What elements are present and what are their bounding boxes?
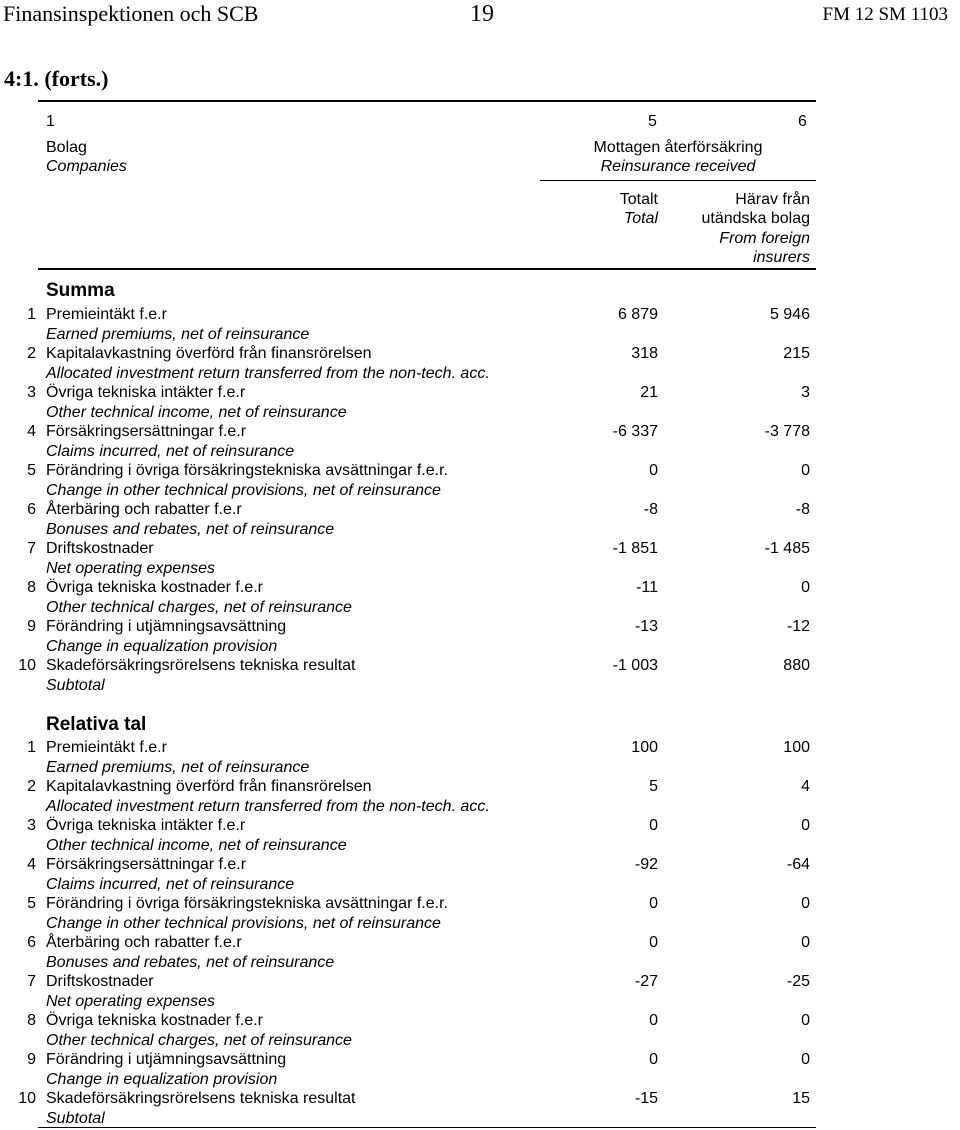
total-label-en: Total [623, 210, 658, 227]
value-total: 0 [649, 934, 658, 951]
row-label-en: Bonuses and rebates, net of reinsurance [46, 521, 335, 538]
value-total: -27 [634, 973, 658, 990]
value-total: 0 [649, 1051, 658, 1068]
table-row [0, 777, 960, 816]
value-total: -13 [634, 618, 658, 635]
row-label-sv: Driftskostnader [46, 540, 154, 557]
publisher-header: Finansinspektionen och SCB [3, 1, 259, 26]
value-foreign: 215 [783, 345, 810, 362]
table-bottom-rule [38, 1127, 816, 1128]
total-label-sv: Totalt [619, 191, 658, 208]
row-label-sv: Övriga tekniska kostnader f.e.r [46, 1012, 263, 1029]
value-foreign: -12 [786, 618, 810, 635]
row-number: 9 [27, 1051, 36, 1068]
table-row [0, 578, 960, 617]
value-total: 100 [631, 739, 658, 756]
row-number: 1 [27, 739, 36, 756]
value-total: -11 [636, 579, 658, 596]
table-row [0, 1089, 960, 1128]
row-label-sv: Övriga tekniska kostnader f.e.r [46, 579, 263, 596]
table-row [0, 1011, 960, 1050]
row-number: 10 [18, 657, 36, 674]
foreign-label-en-2: insurers [753, 249, 810, 266]
value-foreign: -3 778 [764, 423, 810, 440]
row-label-en: Other technical income, net of reinsurance [46, 404, 347, 421]
value-total: 0 [649, 1012, 658, 1029]
row-label-en: Other technical income, net of reinsurance [46, 837, 347, 854]
col-number-5: 5 [648, 113, 657, 130]
table-row [0, 855, 960, 894]
row-number: 6 [27, 501, 36, 518]
row-label-en: Bonuses and rebates, net of reinsurance [46, 954, 335, 971]
value-foreign: 15 [792, 1090, 810, 1107]
row-label-sv: Kapitalavkastning överförd från finansrörelsen [46, 778, 372, 795]
row-label-en: Change in other technical provisions, net of reinsurance [46, 482, 441, 499]
company-label-sv: Bolag [46, 139, 87, 156]
report-code: FM 12 SM 1103 [822, 4, 948, 25]
row-number: 7 [27, 540, 36, 557]
row-label-en: Claims incurred, net of reinsurance [46, 876, 295, 893]
value-foreign: 0 [801, 1051, 810, 1068]
table-row [0, 933, 960, 972]
row-label-sv: Förändring i övriga försäkringstekniska avsättningar f.e.r. [46, 462, 448, 479]
row-label-en: Other technical charges, net of reinsurance [46, 599, 352, 616]
value-foreign: 4 [801, 778, 810, 795]
header-bottom-rule [38, 268, 816, 270]
row-label-en: Net operating expenses [46, 993, 215, 1010]
value-foreign: 5 946 [769, 306, 810, 323]
col-number-1: 1 [46, 113, 55, 130]
row-label-sv: Återbäring och rabatter f.e.r [46, 934, 242, 951]
value-foreign: 100 [783, 739, 810, 756]
value-foreign: -8 [795, 501, 810, 518]
row-label-en: Change in equalization provision [46, 638, 278, 655]
row-label-sv: Försäkringsersättningar f.e.r [46, 856, 247, 873]
row-label-sv: Driftskostnader [46, 973, 154, 990]
table-row [0, 617, 960, 656]
row-label-sv: Förändring i övriga försäkringstekniska avsättningar f.e.r. [46, 895, 448, 912]
value-total: -1 851 [612, 540, 658, 557]
row-label-en: Allocated investment return transferred from the non-tech. acc. [46, 365, 490, 382]
table-title: 4:1. (forts.) [4, 66, 109, 91]
value-foreign: 0 [801, 1012, 810, 1029]
value-total: -15 [634, 1090, 658, 1107]
row-number: 4 [27, 423, 36, 440]
value-total: -6 337 [612, 423, 658, 440]
table-row [0, 383, 960, 422]
row-number: 10 [18, 1090, 36, 1107]
row-label-sv: Kapitalavkastning överförd från finansrörelsen [46, 345, 372, 362]
row-number: 2 [27, 778, 36, 795]
table-row [0, 500, 960, 539]
row-number: 1 [27, 306, 36, 323]
row-label-sv: Premieintäkt f.e.r [46, 306, 167, 323]
row-label-sv: Skadeförsäkringsrörelsens tekniska resultat [46, 657, 356, 674]
value-total: 21 [640, 384, 658, 401]
row-number: 5 [27, 462, 36, 479]
value-total: -92 [634, 856, 658, 873]
row-label-sv: Premieintäkt f.e.r [46, 739, 167, 756]
value-total: -8 [643, 501, 658, 518]
table-row [0, 344, 960, 383]
row-label-en: Net operating expenses [46, 560, 215, 577]
row-number: 3 [27, 384, 36, 401]
row-number: 5 [27, 895, 36, 912]
table-row [0, 894, 960, 933]
table-row [0, 1050, 960, 1089]
table-row [0, 972, 960, 1011]
row-label-sv: Skadeförsäkringsrörelsens tekniska resultat [46, 1090, 356, 1107]
value-foreign: 0 [801, 817, 810, 834]
row-label-en: Claims incurred, net of reinsurance [46, 443, 295, 460]
row-label-en: Subtotal [46, 677, 105, 694]
value-total: 318 [631, 345, 658, 362]
row-label-sv: Övriga tekniska intäkter f.e.r [46, 384, 246, 401]
foreign-label-sv-2: utändska bolag [701, 210, 810, 227]
table-row [0, 816, 960, 855]
reinsurance-group-sv: Mottagen återförsäkring [593, 139, 763, 156]
row-number: 2 [27, 345, 36, 362]
block-title: Relativa tal [46, 714, 147, 735]
row-label-en: Other technical charges, net of reinsurance [46, 1032, 352, 1049]
value-foreign: -25 [786, 973, 810, 990]
row-number: 4 [27, 856, 36, 873]
row-label-en: Subtotal [46, 1110, 105, 1127]
block-title: Summa [46, 280, 115, 301]
value-foreign: 880 [783, 657, 810, 674]
row-label-en: Change in other technical provisions, net of reinsurance [46, 915, 441, 932]
foreign-label-sv-1: Härav från [735, 191, 810, 208]
value-foreign: 3 [801, 384, 810, 401]
row-number: 9 [27, 618, 36, 635]
table-row [0, 422, 960, 461]
row-number: 8 [27, 1012, 36, 1029]
reinsurance-group-en: Reinsurance received [600, 158, 756, 175]
company-label-en: Companies [46, 158, 127, 175]
row-number: 6 [27, 934, 36, 951]
value-total: 5 [649, 778, 658, 795]
table-row [0, 539, 960, 578]
table-row [0, 305, 960, 344]
value-foreign: 0 [801, 934, 810, 951]
row-label-en: Earned premiums, net of reinsurance [46, 759, 310, 776]
value-total: -1 003 [612, 657, 658, 674]
header-top-rule [38, 100, 816, 102]
group-underline [540, 180, 816, 181]
value-total: 0 [649, 817, 658, 834]
row-label-en: Change in equalization provision [46, 1071, 278, 1088]
value-foreign: 0 [801, 462, 810, 479]
value-foreign: -1 485 [764, 540, 810, 557]
row-label-sv: Förändring i utjämningsavsättning [46, 618, 287, 635]
row-label-en: Allocated investment return transferred from the non-tech. acc. [46, 798, 490, 815]
value-total: 0 [649, 895, 658, 912]
table-row [0, 738, 960, 777]
row-number: 3 [27, 817, 36, 834]
row-label-sv: Försäkringsersättningar f.e.r [46, 423, 247, 440]
value-total: 6 879 [617, 306, 658, 323]
value-foreign: 0 [801, 895, 810, 912]
row-label-sv: Övriga tekniska intäkter f.e.r [46, 817, 246, 834]
col-number-6: 6 [798, 113, 807, 130]
value-total: 0 [649, 462, 658, 479]
table-row [0, 656, 960, 695]
row-label-en: Earned premiums, net of reinsurance [46, 326, 310, 343]
foreign-label-en-1: From foreign [719, 230, 810, 247]
row-number: 8 [27, 579, 36, 596]
page-number: 19 [470, 1, 494, 27]
row-label-sv: Förändring i utjämningsavsättning [46, 1051, 287, 1068]
value-foreign: 0 [801, 579, 810, 596]
table-row [0, 461, 960, 500]
row-number: 7 [27, 973, 36, 990]
value-foreign: -64 [786, 856, 810, 873]
row-label-sv: Återbäring och rabatter f.e.r [46, 501, 242, 518]
